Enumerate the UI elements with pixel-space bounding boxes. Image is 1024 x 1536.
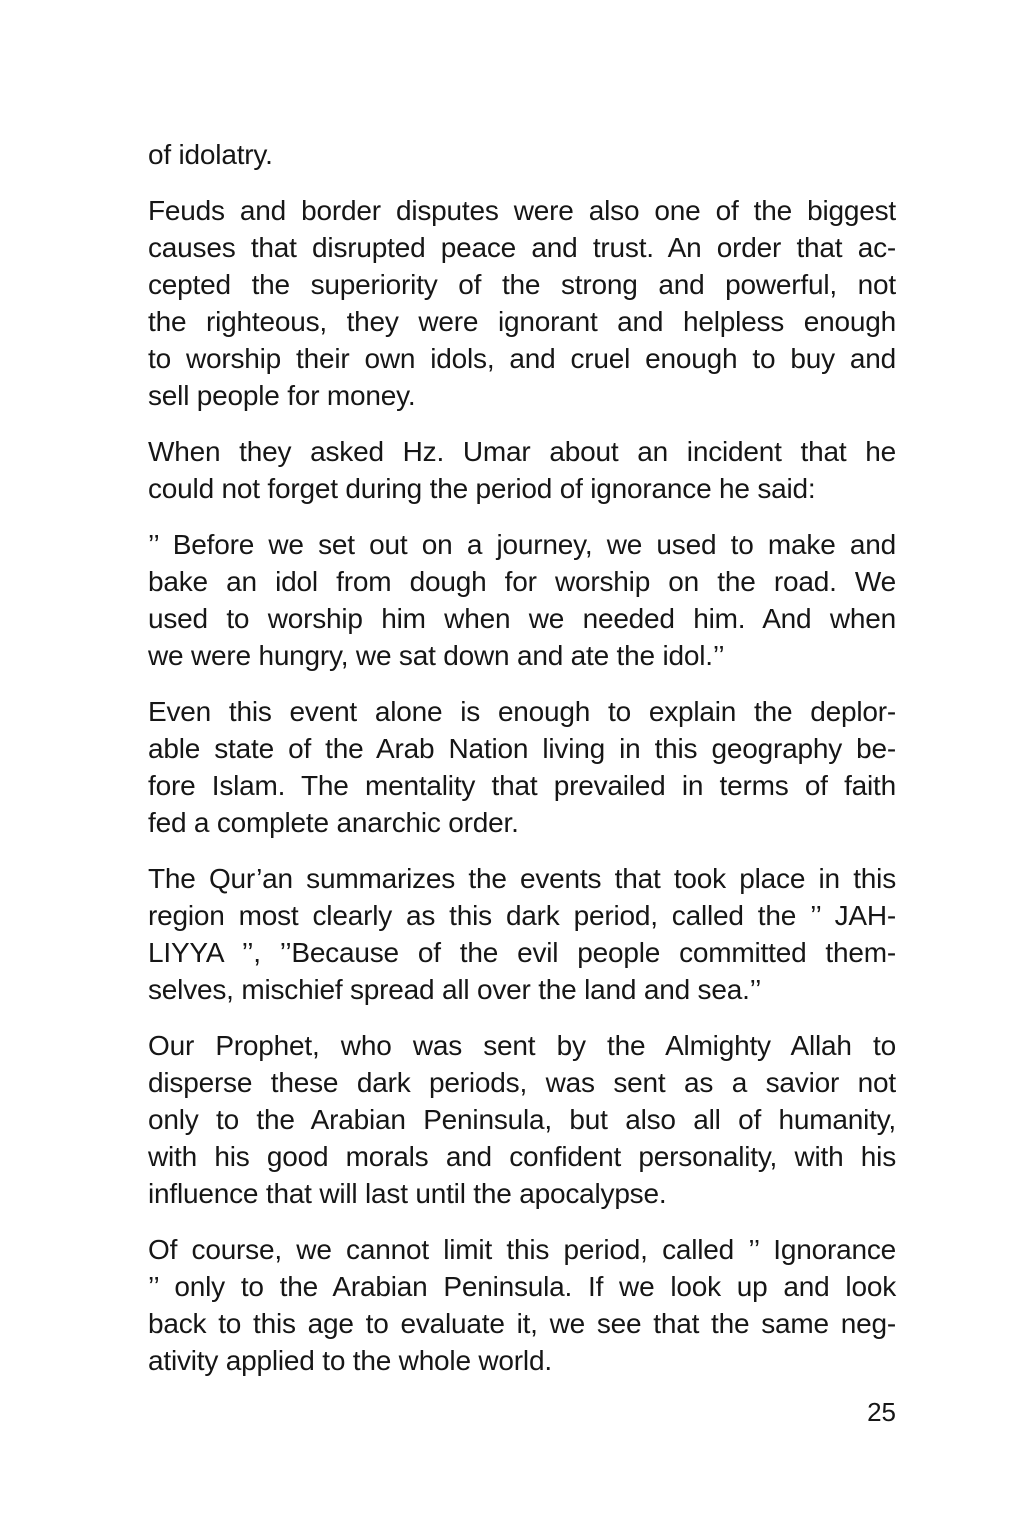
paragraph [148,693,896,841]
paragraph-line: ’’ Before we set out on a journey, we used to make and [148,529,896,560]
paragraph-line: able state of the Arab Nation living in this geography be- [148,733,896,764]
paragraph-line: bake an idol from dough for worship on the road. We [148,566,896,597]
paragraph-line: only to the Arabian Peninsula, but also all of humanity, [148,1104,896,1135]
paragraph-line: sell people for money. [148,380,416,411]
paragraph-line: causes that disrupted peace and trust. An order that ac- [148,232,896,263]
paragraph-line: influence that will last until the apocalypse. [148,1178,667,1209]
paragraph-line: could not forget during the period of ignorance he said: [148,473,816,504]
paragraph-line: ’’ only to the Arabian Peninsula. If we look up and look [148,1271,896,1302]
paragraph [148,192,896,414]
paragraph-line: we were hungry, we sat down and ate the idol.’’ [148,640,725,671]
paragraph-line: of idolatry. [148,139,273,170]
paragraph-line: cepted the superiority of the strong and powerful, not [148,269,896,300]
paragraph [148,526,896,674]
paragraph-line: region most clearly as this dark period, called the ’’ JAH- [148,900,896,931]
paragraph [148,136,896,173]
paragraph-line: fore Islam. The mentality that prevailed in terms of faith [148,770,896,801]
paragraph-line: The Qur’an summarizes the events that took place in this [148,863,896,894]
paragraph-line: ativity applied to the whole world. [148,1345,552,1376]
paragraph-line: fed a complete anarchic order. [148,807,519,838]
paragraph-line: with his good morals and confident personality, with his [148,1141,896,1172]
paragraph-line: Even this event alone is enough to explain the deplor- [148,696,896,727]
paragraph-line: disperse these dark periods, was sent as a savior not [148,1067,896,1098]
paragraph [148,1231,896,1379]
paragraph-line: to worship their own idols, and cruel enough to buy and [148,343,896,374]
paragraph-line: Of course, we cannot limit this period, called ’’ Ignorance [148,1234,896,1265]
paragraph-line: used to worship him when we needed him. And when [148,603,896,634]
page-number: 25 [867,1397,896,1427]
paragraph-line: the righteous, they were ignorant and helpless enough [148,306,896,337]
paragraph-line: Feuds and border disputes were also one of the biggest [148,195,896,226]
paragraph-line: LIYYA ’’, ’’Because of the evil people committed them- [148,937,896,968]
paragraph-line: selves, mischief spread all over the land and sea.’’ [148,974,762,1005]
paragraph [148,860,896,1008]
paragraph-line: When they asked Hz. Umar about an incident that he [148,436,896,467]
paragraph [148,433,896,507]
paragraph [148,1027,896,1212]
page-text [148,136,896,1398]
paragraph-line: Our Prophet, who was sent by the Almighty Allah to [148,1030,896,1061]
paragraph-line: back to this age to evaluate it, we see that the same neg- [148,1308,896,1339]
